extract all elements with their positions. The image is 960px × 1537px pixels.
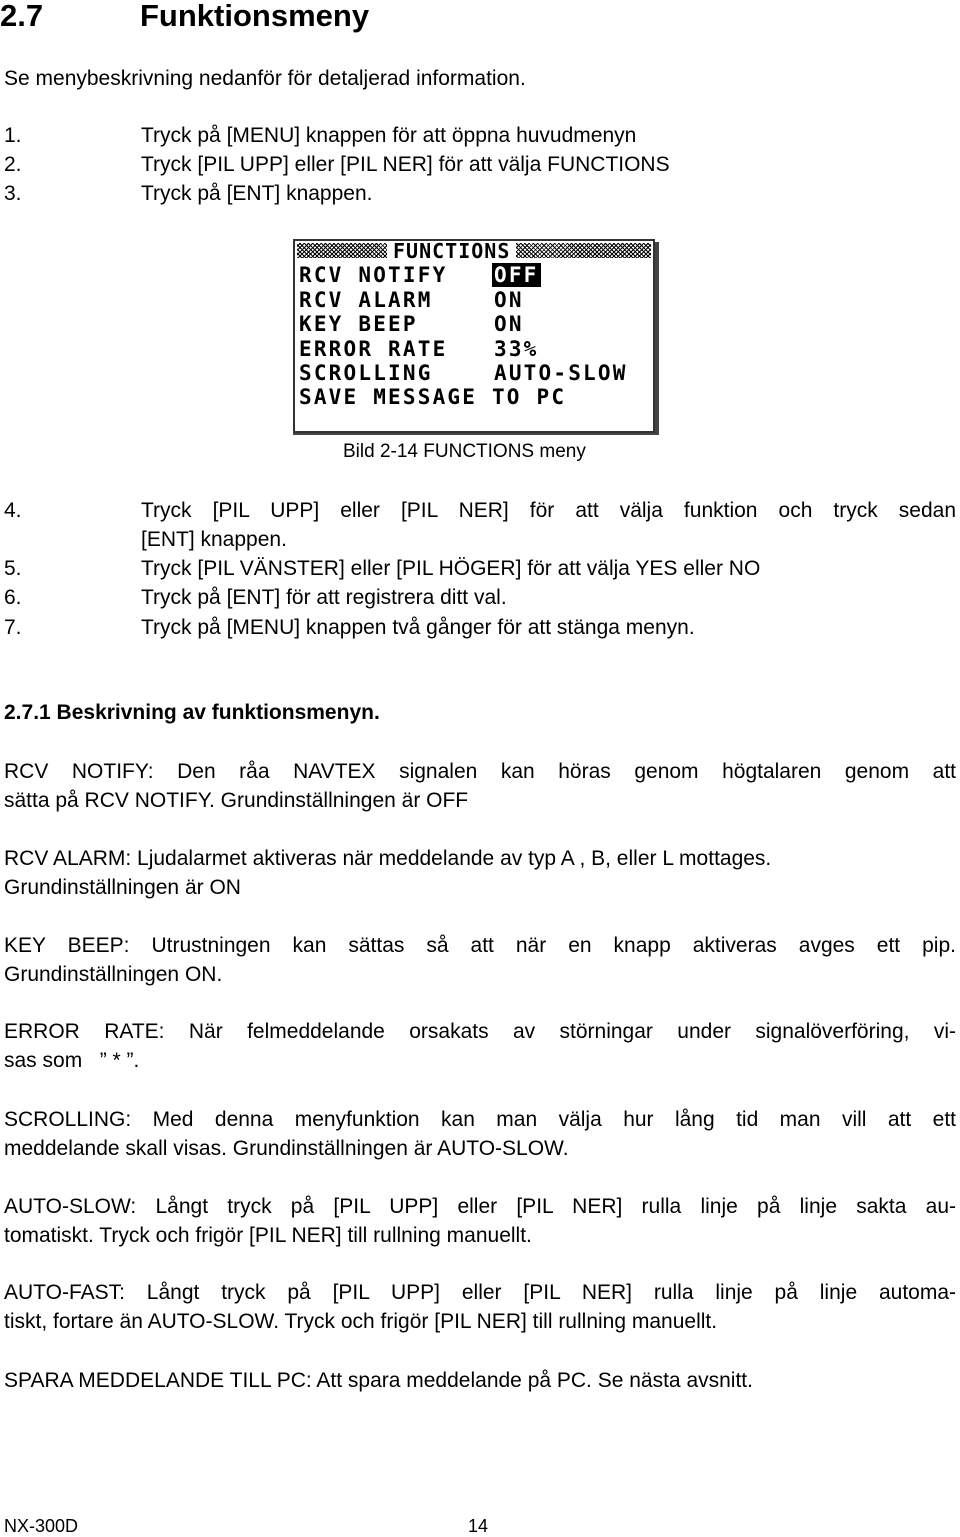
description-paragraph: KEY BEEP: Utrustningen kan sättas så att när en knapp aktiveras avges ett pip. Grundinställningen ON. [4, 934, 956, 986]
list-item: 2. Tryck [PIL UPP] eller [PIL NER] för att välja FUNCTIONS [4, 153, 670, 176]
lcd-row-value: 33% [494, 337, 539, 361]
lcd-row-value: ON [494, 312, 524, 336]
lcd-row-label: SCROLLING [299, 361, 433, 385]
list-item: 3. Tryck på [ENT] knappen. [4, 182, 373, 205]
page-number: 14 [468, 1516, 489, 1536]
lcd-row-value: ON [494, 288, 524, 312]
description-paragraph: RCV ALARM: Ljudalarmet aktiveras när meddelande av typ A , B, eller L mottages. Grundinställningen är ON [4, 847, 772, 899]
list-item: 1. Tryck på [MENU] knappen för att öppna huvudmenyn [4, 124, 637, 147]
section-number: 2.7 [0, 0, 44, 33]
list-item: 7. Tryck på [MENU] knappen två gånger för att stänga menyn. [4, 616, 695, 639]
lcd-header-bar [297, 239, 651, 263]
lcd-row-value: AUTO-SLOW [494, 361, 628, 385]
lcd-row-label: SAVE MESSAGE TO PC [299, 385, 567, 409]
description-paragraph: RCV NOTIFY: Den råa NAVTEX signalen kan höras genom högtalaren genom att sätta på RCV NOTIFY. Grundinställningen är OFF [4, 760, 956, 812]
intro-text: Se menybeskrivning nedanför för detaljerad information. [4, 67, 526, 90]
footer-model: NX-300D [4, 1516, 79, 1536]
lcd-row-label: ERROR RATE [299, 337, 448, 361]
lcd-screen [293, 239, 655, 433]
lcd-row-value-selected: OFF [494, 263, 539, 287]
section-title: Funktionsmeny [140, 0, 370, 33]
lcd-row-label: RCV NOTIFY [299, 263, 448, 287]
description-paragraph: SPARA MEDDELANDE TILL PC: Att spara meddelande på PC. Se nästa avsnitt. [4, 1369, 753, 1392]
list-item: 6. Tryck på [ENT] för att registrera ditt val. [4, 586, 507, 609]
lcd-title: FUNCTIONS [387, 241, 516, 261]
list-item-continuation: [ENT] knappen. [141, 528, 287, 551]
figure-caption: Bild 2-14 FUNCTIONS meny [343, 441, 586, 462]
section-heading [0, 0, 369, 34]
description-paragraph: AUTO-SLOW: Långt tryck på [PIL UPP] eller [PIL NER] rulla linje på linje sakta au- tomatiskt. Tryck och frigör [PIL NER] till rullning manuellt. [4, 1195, 956, 1247]
list-item: 5. Tryck [PIL VÄNSTER] eller [PIL HÖGER] för att välja YES eller NO [4, 557, 761, 580]
lcd-row-label: RCV ALARM [299, 288, 433, 312]
description-paragraph: ERROR RATE: När felmeddelande orsakats av störningar under signalöverföring, vi- sas som ” * ”. [4, 1020, 956, 1072]
lcd-shadow-right [655, 242, 659, 435]
list-item: 4. Tryck [PIL UPP] eller [PIL NER] för att välja funktion och tryck sedan [4, 499, 956, 522]
subsection-heading: 2.7.1 Beskrivning av funktionsmenyn. [4, 701, 380, 724]
lcd-row-label: KEY BEEP [299, 312, 418, 336]
description-paragraph: AUTO-FAST: Långt tryck på [PIL UPP] eller [PIL NER] rulla linje på linje automa- tiskt, fortare än AUTO-SLOW. Tryck och frigör [PIL NER] till rullning manuellt. [4, 1281, 956, 1333]
description-paragraph: SCROLLING: Med denna menyfunktion kan man välja hur lång tid man vill att ett meddelande skall visas. Grundinställningen är AUTO-SLOW. [4, 1108, 956, 1160]
